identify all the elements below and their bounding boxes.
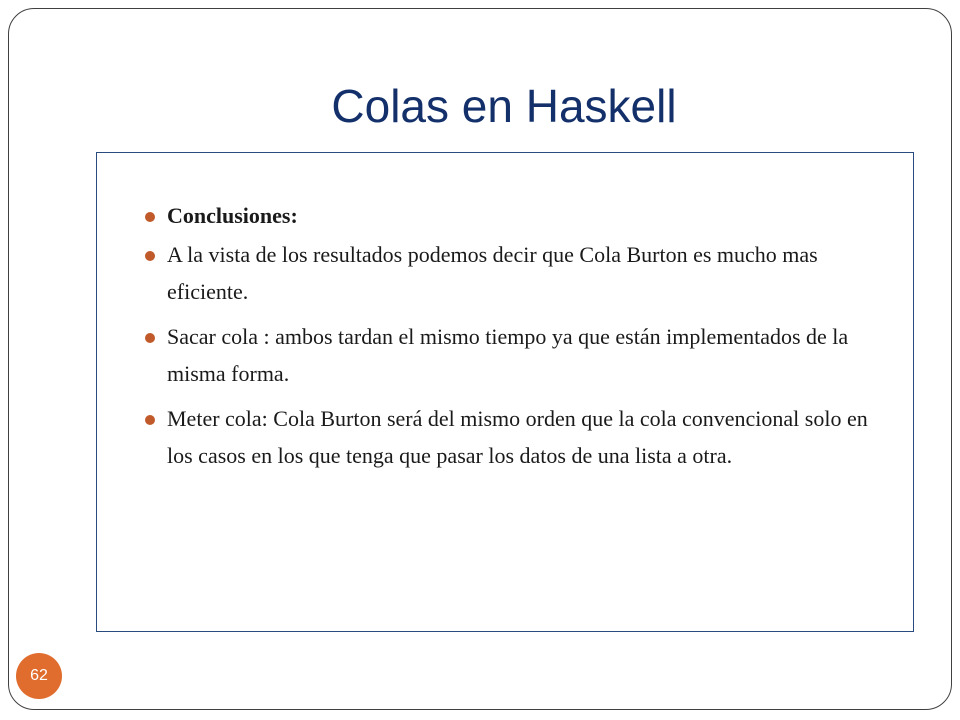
bullet-list [147,197,887,482]
slide-title: Colas en Haskell [331,80,677,132]
bullet-dot-icon [145,212,155,222]
bullet-text: Sacar cola : ambos tardan el mismo tiempo ya que están implementados de la misma forma. [167,324,849,386]
bullet-dot-icon [145,251,155,261]
conclusions-heading: Conclusiones: [167,203,298,228]
bullet-item-efficiency [147,236,887,310]
bullet-item-meter-cola [147,400,887,474]
bullet-item-sacar-cola [147,318,887,392]
bullet-item-heading [147,197,887,234]
content-box [96,152,914,632]
bullet-dot-icon [145,415,155,425]
page-number-badge: 62 [16,653,62,699]
bullet-text: A la vista de los resultados podemos decir que Cola Burton es mucho mas eficiente. [167,242,818,304]
bullet-dot-icon [145,333,155,343]
bullet-text: Meter cola: Cola Burton será del mismo orden que la cola convencional solo en los casos en los que tenga que pasar los datos de una lista a otra. [167,406,868,468]
